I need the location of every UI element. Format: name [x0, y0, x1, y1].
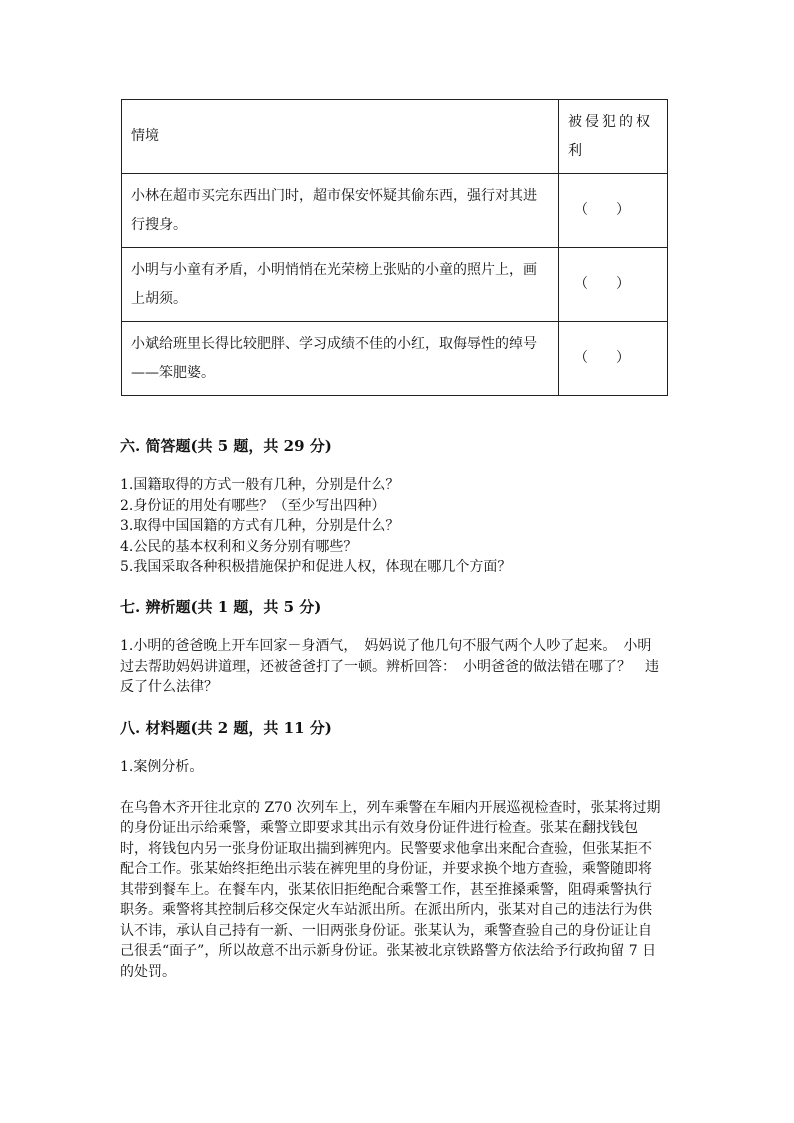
list-item: 1.国籍取得的方式一般有几种，分别是什么？	[120, 477, 400, 493]
table-row	[122, 248, 668, 322]
answer-blank: （ ）	[559, 322, 668, 396]
header-violated-right: 被侵犯的权利	[559, 100, 668, 174]
situation-cell: 小林在超市买完东西出门时，超市保安怀疑其偷东西，强行对其进行搜身。	[122, 174, 559, 248]
section-short-answer	[120, 436, 680, 578]
rights-table	[121, 99, 668, 396]
list-item: 3.取得中国国籍的方式有几种，分别是什么？	[120, 518, 400, 534]
list-item: 2.身份证的用处有哪些？（至少写出四种）	[120, 497, 386, 514]
material-intro: 1.案例分析。	[120, 759, 204, 775]
section-analysis	[120, 597, 680, 698]
table-row	[122, 174, 668, 248]
question-list	[120, 475, 680, 578]
table-row	[122, 322, 668, 396]
analysis-question: 1.小明的爸爸晚上开车回家－身酒气， 妈妈说了他几句不服气两个人吵了起来。 小明过去帮助妈妈讲道理，还被爸爸打了一顿。辨析回答： 小明爸爸的做法错在哪了？ 违反了什么法律？	[120, 638, 659, 695]
section-title: 八. 材料题(共 2 题，共 11 分)	[120, 719, 332, 737]
answer-blank: （ ）	[559, 248, 668, 322]
table-header-row	[122, 100, 668, 174]
header-situation: 情境	[122, 100, 559, 174]
list-item: 5.我国采取各种积极措施保护和促进人权，体现在哪几个方面？	[120, 559, 512, 575]
answer-blank: （ ）	[559, 174, 668, 248]
situation-cell: 小斌给班里长得比较肥胖、学习成绩不佳的小红，取侮辱性的绰号——笨肥婆。	[122, 322, 559, 396]
section-title: 六. 简答题(共 5 题，共 29 分)	[120, 437, 332, 455]
situation-cell: 小明与小童有矛盾，小明悄悄在光荣榜上张贴的小童的照片上，画上胡须。	[122, 248, 559, 322]
list-item: 4.公民的基本权利和义务分别有哪些？	[120, 538, 358, 555]
material-text: 在乌鲁木齐开往北京的 Z70 次列车上，列车乘警在车厢内开展巡视检查时，张某将过期的身份证出示给乘警，乘警立即要求其出示有效身份证件进行检查。张某在翻找钱包时，将钱包内另一张身份证取出揣到裤兜内。民警要求他拿出来配合查验，但张某拒不配合工作。张某始终拒绝出示装在裤兜里的身份证，并要求换个地方查验，乘警随即将其带到餐车上。在餐车内，张某依旧拒绝配合乘警工作，甚至推搡乘警，阻碍乘警执行职务。乘警将其控制后移交保定火车站派出所。在派出所内，张某对自己的违法行为供认不讳，承认自己持有一新、一旧两张身份证。张某认为，乘警查验自己的身份证让自己很丢“面子”，所以故意不出示新身份证。张某被北京铁路警方依法给予行政拘留 7 日的处罚。	[120, 799, 661, 980]
section-title: 七. 辨析题(共 1 题，共 5 分)	[120, 598, 322, 616]
section-material	[120, 718, 680, 982]
